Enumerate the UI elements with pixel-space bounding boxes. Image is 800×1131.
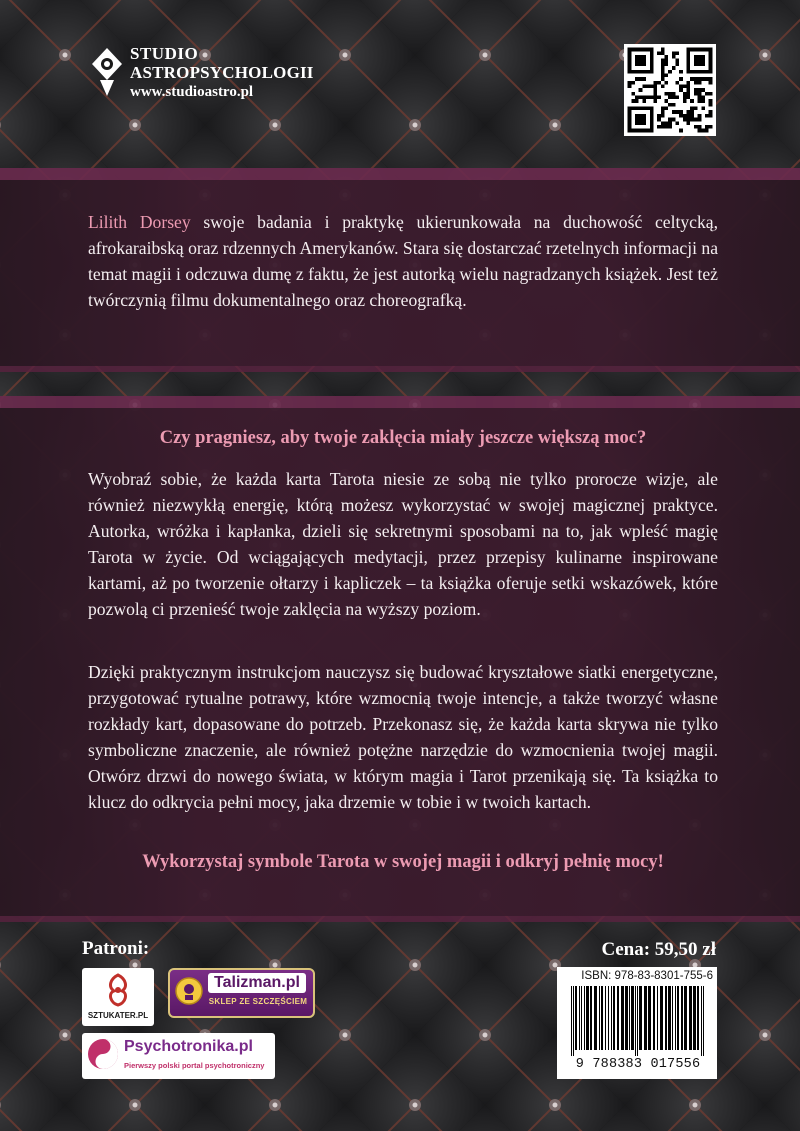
publisher-name-line2: ASTROPSYCHOLOGII (130, 63, 314, 82)
author-bio (88, 209, 718, 313)
yin-yang-icon (87, 1038, 119, 1070)
publisher-emblem-icon (90, 46, 124, 98)
barcode-bars (563, 986, 713, 1056)
barcode-digits: 9 788383 017556 (575, 1057, 701, 1072)
qr-code (624, 44, 716, 136)
isbn-number: ISBN: 978-83-8301-755-6 (581, 970, 713, 982)
talizman-logo (168, 968, 315, 1018)
description-paragraph-2: Dzięki praktycznym instrukcjom nauczysz się budować kryształowe siatki energetyczne, przygotować rytualne potrawy, które wzmocnią twoje intencje, a także tworzyć własne rozkłady kart, dopasowane do potrzeb. Przekonasz się, że każda karta skrywa nie tylko symboliczne znaczenie, ale również potężne narzędzie do wzmocnienia twojej magii. Otwórz drzwi do nowego świata, w którym magia i Tarot przenikają się. Ta książka to klucz do odkrycia pełni mocy, jaka drzemie w tobie i w twoich kartach. (88, 662, 718, 812)
publisher-logo (90, 44, 320, 104)
talizman-badge-icon (175, 976, 203, 1006)
closing-line: Wykorzystaj symbole Tarota w swojej magii i odkryj pełnię mocy! (142, 852, 664, 872)
sztukater-name: SZTUKATER.PL (87, 1011, 149, 1020)
author-bio-text: swoje badania i praktykę ukierunkowała na duchowość celtycką, afrokaraibską oraz rdzennych Amerykanów. Stara się dostarczać rzetelnych informacji na temat magii i odczuwa dumę z faktu, że jest autorką wielu nagradzanych książek. Jest też twórczynią filmu dokumentalnego oraz choreografką. (88, 212, 718, 310)
price-label: Cena: 59,50 zł (601, 939, 716, 960)
sztukater-ornament-icon (104, 973, 132, 1007)
publisher-name-line1: STUDIO (130, 44, 199, 63)
psychotronika-name: Psychotronika.pl (124, 1038, 253, 1055)
isbn-barcode (557, 967, 717, 1079)
tagline: Czy pragniesz, aby twoje zaklęcia miały jeszcze większą moc? (159, 428, 647, 448)
talizman-name: Talizman.pl (208, 973, 306, 993)
patrons-label: Patroni: (82, 938, 150, 959)
sztukater-logo (82, 968, 154, 1026)
description-paragraph-1: Wyobraź sobie, że każda karta Tarota niesie ze sobą nie tylko prorocze wizje, ale również niezwykłą energię, którą możesz wykorzystać w swojej magicznej praktyce. Autorka, wróżka i kapłanka, dzieli się sekretnymi sposobami na to, jak wpleść magię Tarota w życie. Od wciągających medytacji, przez przepisy kulinarne inspirowane kartami, aż po tworzenie ołtarzy i kapliczek – ta książka oferuje setki wskazówek, które pozwolą ci przenieść twoje zaklęcia na wyższy poziom. (88, 469, 718, 619)
author-name: Lilith Dorsey (88, 212, 191, 232)
talizman-slogan: SKLEP ZE SZCZĘŚCIEM (208, 997, 308, 1006)
psychotronika-slogan: Pierwszy polski portal psychotroniczny (124, 1061, 265, 1070)
psychotronika-logo (82, 1033, 275, 1079)
publisher-website: www.studioastro.pl (130, 84, 254, 100)
